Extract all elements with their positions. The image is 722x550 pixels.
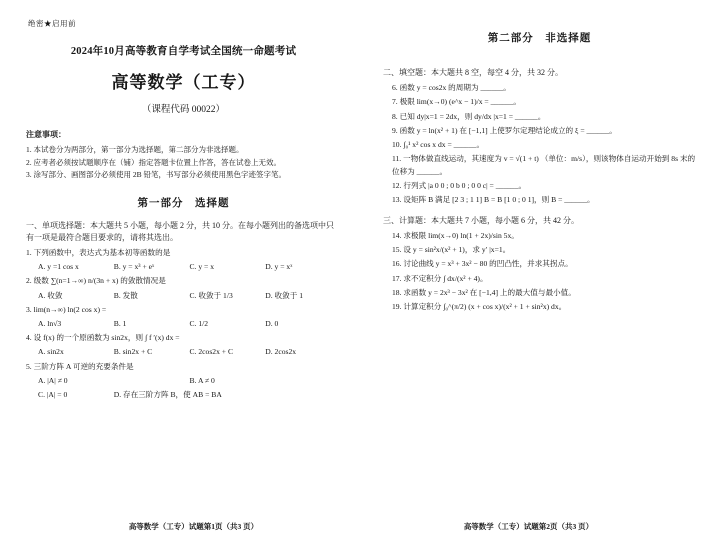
fill-question-9-no: 9. <box>392 125 398 135</box>
fill-question-8 <box>383 111 696 123</box>
option-b[interactable]: B. sin2x + C <box>113 347 153 357</box>
option-c[interactable]: C. y = x <box>189 262 215 272</box>
fill-question-6-text: 函数 y = cos2x 的周期为 ______。 <box>399 83 511 92</box>
fill-question-13-text: 设矩阵 B 满足 [2 3 ; 1 1] B = B [1 0 ; 0 1]，则 B = ______。 <box>403 195 595 205</box>
calc-question-16 <box>383 258 696 270</box>
question-3-text: lim(n→∞) ln(2 cos x) = <box>33 304 107 314</box>
fill-question-10-no: 10. <box>392 140 402 150</box>
question-5-no: 5. <box>26 361 32 371</box>
calc-question-14-no: 14. <box>392 230 402 240</box>
exam-title: 2024年10月高等教育自学考试全国统一命题考试 <box>70 46 297 57</box>
question-5-options <box>26 375 341 387</box>
calc-section-head: 三、计算题：本大题共 7 小题，每小题 6 分，共 42 分。 <box>383 215 579 225</box>
part-one-title: 第一部分 选择题 <box>137 197 230 209</box>
question-4-options <box>26 346 341 358</box>
secret-marking: 绝密★启用前 <box>28 19 76 28</box>
fill-question-12 <box>383 180 696 192</box>
calc-question-17 <box>383 273 696 285</box>
question-5-text: 三阶方阵 A 可逆的充要条件是 <box>33 361 134 371</box>
course-code: （课程代码 00022） <box>141 105 226 115</box>
option-a[interactable]: A. ln√3 <box>38 319 62 329</box>
question-5 <box>26 361 341 373</box>
question-1-text: 下列函数中，表达式为基本初等函数的是 <box>33 247 171 257</box>
fill-question-10 <box>383 139 696 151</box>
question-1 <box>26 247 341 259</box>
option-b[interactable]: B. y = x³ + eˣ <box>113 262 155 272</box>
notice-item: 1. 本试卷分为两部分，第一部分为选择题，第二部分为非选择题。 <box>26 145 244 154</box>
option-d[interactable]: D. 0 <box>265 319 279 329</box>
option-d[interactable]: D. 存在三阶方阵 B，使 AB = BA <box>113 390 222 400</box>
fill-question-12-text: 行列式 |a 0 0 ; 0 b 0 ; 0 0 c| = ______。 <box>403 181 527 191</box>
question-1-options <box>26 261 341 273</box>
page-column-left <box>26 18 361 540</box>
calc-question-15 <box>383 244 696 256</box>
option-a[interactable]: A. |A| ≠ 0 <box>38 375 68 385</box>
calc-question-18-text: 求函数 y = 2x³ − 3x² 在 [−1,4] 上的最大值与最小值。 <box>403 287 576 297</box>
fill-question-7 <box>383 96 696 108</box>
question-4 <box>26 332 341 344</box>
option-c[interactable]: C. 收敛于 1/3 <box>189 290 233 300</box>
option-a[interactable]: A. y =1 cos x <box>38 262 79 272</box>
question-4-no: 4. <box>26 333 32 343</box>
option-c[interactable]: C. 1/2 <box>189 319 209 329</box>
fill-question-6-no: 6. <box>392 83 398 92</box>
question-2-text: 级数 ∑(n=1→∞) n/(3n + x) 的敛散情况是 <box>33 276 166 286</box>
option-d[interactable]: D. y = xˣ <box>265 262 293 272</box>
fill-section-head: 二、填空题：本大题共 8 空，每空 4 分，共 32 分。 <box>383 68 563 77</box>
question-2-options <box>26 290 341 302</box>
option-d[interactable]: D. 2cos2x <box>265 347 297 357</box>
question-2-no: 2. <box>26 276 32 286</box>
fill-question-9-text: 函数 y = ln(x² + 1) 在 [−1,1] 上使罗尔定理结论成立的 ξ = ______。 <box>399 125 617 135</box>
option-b[interactable]: B. 1 <box>113 319 127 329</box>
footer-left: 高等数学（工专）试题第1页（共3 页） <box>128 522 259 531</box>
option-c[interactable]: C. |A| = 0 <box>38 390 68 400</box>
footer-right: 高等数学（工专）试题第2页（共3 页） <box>463 522 594 531</box>
calc-question-15-no: 15. <box>392 244 402 254</box>
calc-question-16-text: 讨论曲线 y = x³ + 3x² − 80 的凹凸性，并求其拐点。 <box>403 259 573 269</box>
option-d[interactable]: D. 收敛于 1 <box>265 290 304 300</box>
fill-question-11-no: 11. <box>392 154 402 164</box>
fill-question-11-text: 一物体做直线运动，其速度为 v = √(1 + t) （单位：m/s），则该物体自运动开始到 8s 末的位移为 ______。 <box>392 154 696 176</box>
question-4-text: 设 f(x) 的一个原函数为 sin2x，则 ∫ f ′(x) dx = <box>33 333 180 343</box>
option-b[interactable]: B. 发散 <box>113 290 138 300</box>
notice-title: 注意事项： <box>26 130 66 139</box>
calc-question-17-no: 17. <box>392 273 402 283</box>
fill-question-13-no: 13. <box>392 195 402 205</box>
fill-question-8-text: 已知 dy|x=1 = 2dx，则 dy/dx |x=1 = ______。 <box>399 111 546 121</box>
calc-question-19-no: 19. <box>392 302 402 312</box>
option-a[interactable]: A. 收敛 <box>38 290 63 300</box>
question-3 <box>26 304 341 316</box>
part-one-section-head: 一、单项选择题：本大题共 5 小题，每小题 2 分，共 10 分。在每小题列出的备选项中只有一项是最符合题目要求的，请将其选出。 <box>26 220 334 242</box>
fill-question-9 <box>383 125 696 137</box>
question-3-options <box>26 318 341 330</box>
fill-question-7-text: 极限 lim(x→0) (e^x − 1)/x = ______。 <box>399 97 521 107</box>
calc-question-19-text: 计算定积分 ∫₀^(π/2) (x + cos x)/(x² + 1 + sin²x) dx。 <box>403 302 567 312</box>
option-a[interactable]: A. sin2x <box>38 347 64 357</box>
part-two-title: 第二部分 非选择题 <box>487 33 592 44</box>
calc-question-18-no: 18. <box>392 287 402 297</box>
notice-item: 3. 涂写部分、画图部分必须使用 2B 铅笔，书写部分必须使用黑色字迹签字笔。 <box>26 170 287 180</box>
subject-title: 高等数学（工专） <box>111 73 256 92</box>
fill-question-10-text: ∫₀¹ x² cos x dx = ______。 <box>403 140 485 150</box>
calc-question-15-text: 设 y = sin²x/(x² + 1)，求 y′ |x=1。 <box>403 244 511 254</box>
option-b[interactable]: B. A ≠ 0 <box>189 375 215 385</box>
notice-item: 2. 应考者必须按试题顺序在（铺）指定答题卡位置上作答，答在试卷上无效。 <box>26 157 281 167</box>
page-column-right <box>361 18 696 540</box>
question-1-no: 1. <box>26 247 32 257</box>
fill-question-8-no: 8. <box>392 111 398 121</box>
calc-question-14 <box>383 230 696 242</box>
question-2 <box>26 275 341 287</box>
option-c[interactable]: C. 2cos2x + C <box>189 347 234 357</box>
calc-question-14-text: 求极限 lim(x→0) ln(1 + 2x)/sin 5x。 <box>403 230 519 240</box>
calc-question-16-no: 16. <box>392 259 402 269</box>
question-5-options-row2 <box>26 389 341 401</box>
calc-question-17-text: 求不定积分 ∫ dx/(x² + 4)。 <box>403 273 488 283</box>
fill-question-11 <box>383 153 696 178</box>
fill-question-13 <box>383 194 696 206</box>
calc-question-18 <box>383 287 696 299</box>
calc-question-19 <box>383 301 696 313</box>
fill-question-7-no: 7. <box>392 97 398 107</box>
fill-question-12-no: 12. <box>392 181 402 191</box>
fill-question-6 <box>383 82 696 94</box>
question-3-no: 3. <box>26 304 32 314</box>
